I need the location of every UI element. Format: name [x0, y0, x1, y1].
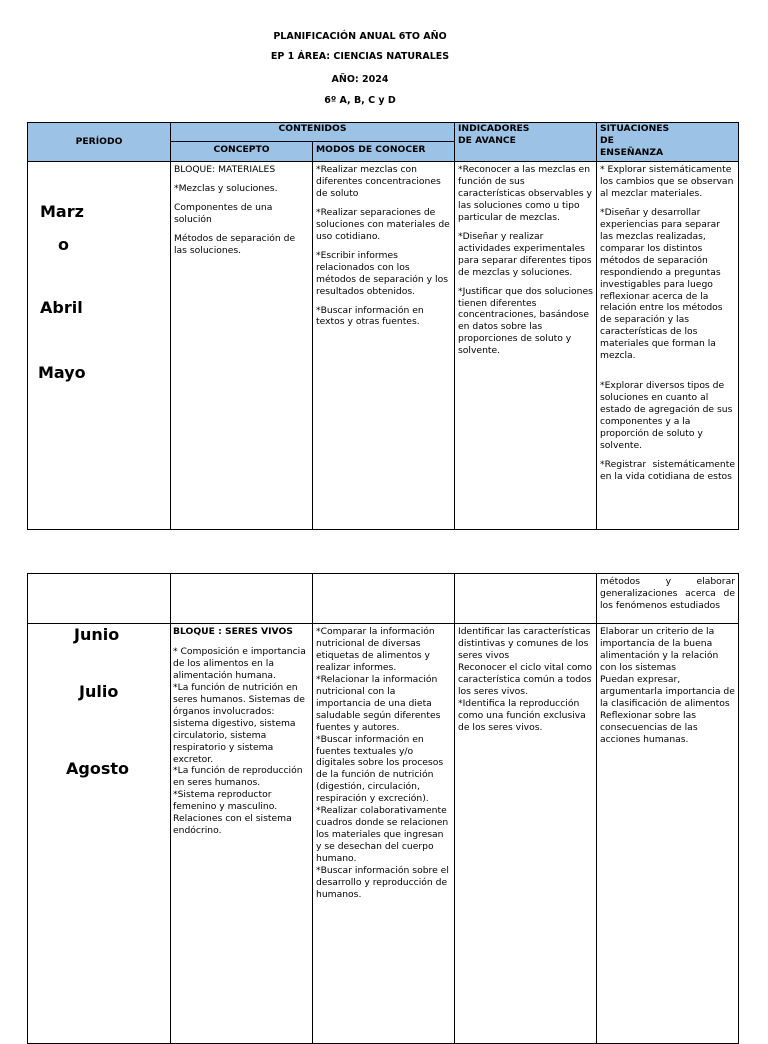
header-situaciones-l1: SITUACIONES [600, 123, 670, 134]
empty-cell [455, 574, 597, 624]
empty-cell [28, 574, 171, 624]
concepto-item: Relaciones con el sistema endócrino. [173, 813, 292, 837]
period-julio: Julio [79, 682, 119, 701]
planning-table-2 [27, 573, 739, 1044]
header-modos: MODOS DE CONOCER [313, 142, 455, 162]
concepto-title: BLOQUE : SERES VIVOS [173, 626, 293, 637]
situaciones-item: Elaborar un criterio de la importancia de la buena alimentación y la relación con los sistemas [600, 626, 719, 673]
concepto-cell-1 [171, 162, 313, 530]
indicadores-cell-2 [455, 624, 597, 1044]
empty-cell [171, 574, 313, 624]
concepto-item: BLOQUE: MATERIALES [174, 164, 276, 175]
concepto-cell-2 [171, 624, 313, 1044]
indicadores-item: *Reconocer a las mezclas en función de sus características observables y las soluciones como u tipo particular de mezclas. [458, 164, 592, 223]
concepto-item: *La función de reproducción en seres humanos. [173, 765, 303, 789]
period-marzo-a: Marz [40, 202, 84, 221]
concepto-item: Componentes de una solución [174, 201, 273, 225]
header-contenidos: CONTENIDOS [171, 123, 455, 142]
concepto-item: *Mezclas y soluciones. [174, 182, 278, 194]
situaciones-cell-1 [597, 162, 739, 530]
situaciones-continued: métodos y elaborar generalizaciones acerca de los fenómenos estudiados [597, 574, 739, 624]
indicadores-item: *Diseñar y realizar actividades experimentales para separar diferentes tipos de mezclas y soluciones. [458, 230, 592, 278]
situaciones-item: *Diseñar y desarrollar experiencias para separar las mezclas realizadas, comparar los distintos métodos de separación respondiendo a preguntas investigables para luego reflexionar acerca de la relación entre los métodos de separación y las características de los materiales que forman la mezcla. [600, 206, 723, 362]
modos-item: *Escribir informes relacionados con los métodos de separación y los resultados obtenidos. [316, 249, 448, 297]
modos-item: *Buscar información en fuentes textuales y/o digitales sobre los procesos de la función de nutrición (digestión, circulación, respiración y excreción). [316, 733, 444, 805]
modos-item: *Realizar colaborativamente cuadros donde se relacionen los materiales que ingresan y se desechan del cuerpo humano. [316, 805, 449, 865]
modos-item: *Realizar separaciones de soluciones con materiales de uso cotidiano. [316, 206, 450, 242]
situaciones-item: Puedan expresar, argumentarla importancia de la clasificación de alimentos [600, 673, 735, 709]
indicadores-cell-1 [455, 162, 597, 530]
period-abril: Abril [40, 298, 83, 317]
header-situaciones-l3: ENSEÑANZA [600, 146, 664, 158]
period-mayo: Mayo [38, 363, 86, 382]
situaciones-cell-2 [597, 624, 739, 1044]
empty-cell [313, 574, 455, 624]
modos-item: *Relacionar la información nutricional con la importancia de una dieta saludable según diferentes fuentes y autores. [316, 673, 441, 733]
period-junio: Junio [74, 625, 120, 644]
planning-table-1 [27, 122, 739, 530]
period-marzo-b: o [58, 235, 69, 254]
indicadores-item: *Justificar que dos soluciones tienen diferentes concentraciones, basándose en datos sobre las proporciones de soluto y solvente. [458, 285, 593, 357]
header-concepto: CONCEPTO [171, 142, 313, 162]
concepto-item: *Sistema reproductor femenino y masculino. [173, 789, 278, 813]
doc-grades: 6º A, B, C y D [324, 95, 396, 106]
period-cell-1 [28, 162, 171, 530]
header-periodo: PERÍODO [28, 123, 171, 162]
indicadores-item: Identificar las características distintivas y comunes de los seres vivos [458, 626, 591, 661]
period-cell-2 [28, 624, 171, 1044]
modos-item: *Realizar mezclas con diferentes concentraciones de soluto [316, 164, 441, 199]
indicadores-item: *Identifica la reproducción como una función exclusiva de los seres vivos. [458, 697, 586, 733]
concepto-item: Métodos de separación de las soluciones. [174, 232, 296, 256]
modos-item: *Comparar la información nutricional de diversas etiquetas de alimentos y realizar informes. [316, 626, 435, 673]
header-indicadores-l1: INDICADORES [458, 123, 530, 134]
situaciones-item: Reflexionar sobre las consecuencias de las acciones humanas. [600, 709, 698, 745]
concepto-item: *La función de nutrición en seres humanos. Sistemas de órganos involucrados: sistema digestivo, sistema circulatorio, sistema respiratorio y sistema excretor. [173, 681, 305, 765]
doc-title: PLANIFICACIÓN ANUAL 6TO AÑO [273, 31, 447, 42]
modos-cell-2 [313, 624, 455, 1044]
modos-item: *Buscar información en textos y otras fuentes. [316, 304, 424, 328]
situaciones-item: *Explorar diversos tipos de soluciones en cuanto al estado de agregación de sus componentes y a la proporción de soluto y solvente. [600, 380, 733, 452]
situaciones-item: *Registrar sistemáticamente en la vida cotidiana de estos [600, 458, 736, 482]
doc-area: EP 1 ÁREA: CIENCIAS NATURALES [270, 51, 450, 62]
situaciones-item: * Explorar sistemáticamente los cambios que se observan al mezclar materiales. [600, 164, 734, 199]
concepto-item: * Composición e importancia de los alimentos en la alimentación humana. [173, 645, 306, 681]
indicadores-item: Reconocer el ciclo vital como característica común a todos los seres vivos. [458, 661, 592, 697]
doc-year: AÑO: 2024 [331, 74, 389, 85]
modos-cell-1 [313, 162, 455, 530]
period-agosto: Agosto [66, 759, 129, 778]
modos-item: *Buscar información sobre el desarrollo y reproducción de humanos. [316, 865, 449, 900]
header-indicadores-l2: DE AVANCE [458, 134, 516, 146]
header-situaciones [597, 123, 739, 162]
header-indicadores [455, 123, 597, 162]
header-situaciones-l2: DE [600, 134, 614, 146]
